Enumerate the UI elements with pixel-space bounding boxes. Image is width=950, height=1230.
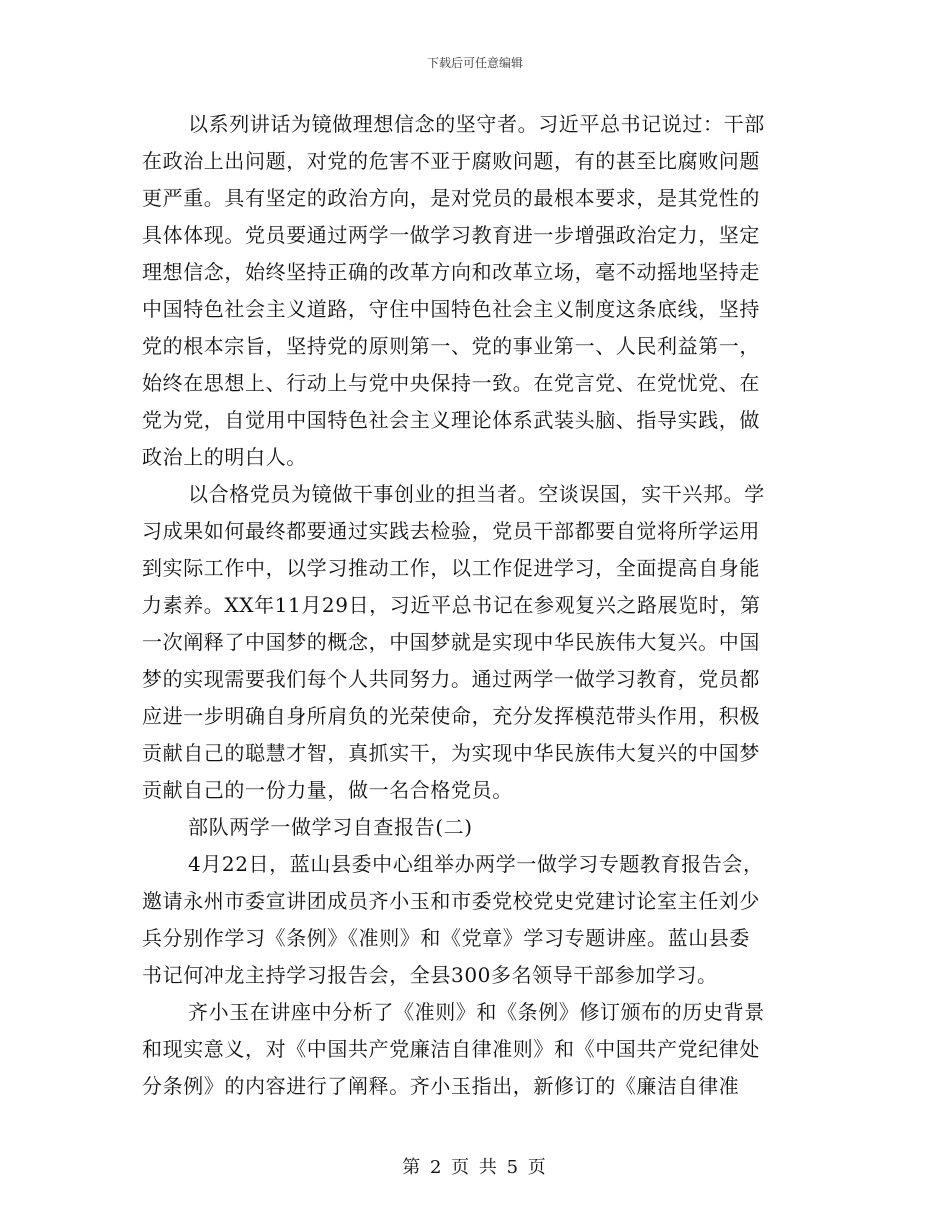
text-line: 理想信念，始终坚持正确的改革方向和改革立场，毫不动摇地坚持走 [142, 260, 760, 284]
text-line: 党为党，自觉用中国特色社会主义理论体系武装头脑、指导实践，做 [142, 408, 760, 432]
text-line: 邀请永州市委宣讲团成员齐小玉和市委党校党史党建讨论室主任刘少 [142, 889, 760, 913]
text-line: 始终在思想上、行动上与党中央保持一致。在党言党、在党忧党、在 [142, 371, 760, 395]
section-heading: 部队两学一做学习自查报告(二) [188, 815, 473, 839]
text-line: 在政治上出问题，对党的危害不亚于腐败问题，有的甚至比腐败问题 [142, 149, 760, 173]
text-line: 应进一步明确自身所肩负的光荣使命，充分发挥模范带头作用，积极 [142, 704, 760, 728]
page-header: 下载后可任意编辑 [426, 56, 523, 70]
text-line: 党的根本宗旨，坚持党的原则第一、党的事业第一、人民利益第一， [142, 334, 760, 358]
text-line: 具体体现。党员要通过两学一做学习教育进一步增强政治定力，坚定 [142, 223, 760, 247]
text-line: 和现实意义，对《中国共产党廉洁自律准则》和《中国共产党纪律处 [142, 1037, 760, 1061]
text-line: 政治上的明白人。 [142, 445, 307, 469]
text-line: 更严重。具有坚定的政治方向，是对党员的最根本要求，是其党性的 [142, 186, 760, 210]
text-line: 以合格党员为镜做干事创业的担当者。空谈误国，实干兴邦。学 [188, 482, 765, 506]
document-body [142, 106, 802, 1105]
text-line: 齐小玉在讲座中分析了《准则》和《条例》修订颁布的历史背景 [188, 1000, 765, 1024]
text-line: 到实际工作中，以学习推动工作，以工作促进学习，全面提高自身能 [142, 556, 760, 580]
text-line: 中国特色社会主义道路，守住中国特色社会主义制度这条底线，坚持 [142, 297, 760, 321]
text-line: 以系列讲话为镜做理想信念的坚守者。习近平总书记说过：干部 [188, 112, 765, 136]
text-line: 习成果如何最终都要通过实践去检验，党员干部都要自觉将所学运用 [142, 519, 760, 543]
text-line: 书记何冲龙主持学习报告会，全县300多名领导干部参加学习。 [142, 963, 718, 987]
page-footer: 第 2 页 共 5 页 [402, 1157, 548, 1178]
text-line: 梦的实现需要我们每个人共同努力。通过两学一做学习教育，党员都 [142, 667, 760, 691]
text-line: 贡献自己的一份力量，做一名合格党员。 [142, 778, 513, 802]
text-line: 4月22日，蓝山县委中心组举办两学一做学习专题教育报告会， [188, 852, 764, 876]
text-line: 一次阐释了中国梦的概念，中国梦就是实现中华民族伟大复兴。中国 [142, 630, 760, 654]
text-line: 贡献自己的聪慧才智，真抓实干，为实现中华民族伟大复兴的中国梦 [142, 741, 760, 765]
text-line: 兵分别作学习《条例》《准则》和《党章》学习专题讲座。蓝山县委 [142, 926, 750, 950]
text-line: 分条例》的内容进行了阐释。齐小玉指出，新修订的《廉洁自律准 [142, 1074, 740, 1098]
text-line: 力素养。XX年11月29日，习近平总书记在参观复兴之路展览时，第 [142, 593, 761, 617]
